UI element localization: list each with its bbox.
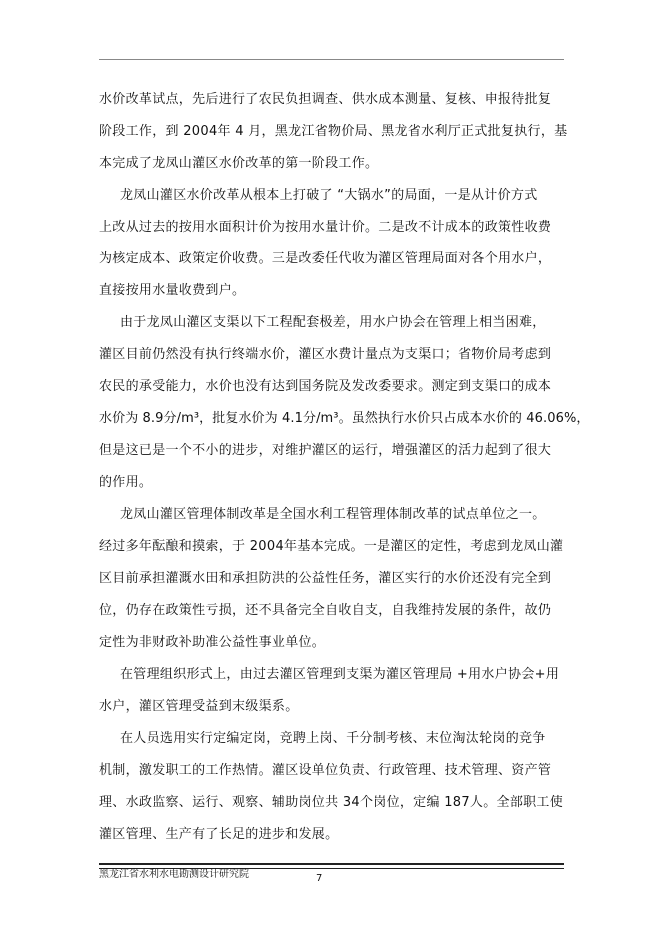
text-line: 上改从过去的按用水面积计价为按用水量计价。二是改不计成本的政策性收费: [99, 220, 552, 235]
text-line: 理、水政监察、运行、观察、辅助岗位共 34个岗位，定编 187人。全部职工使: [99, 795, 564, 810]
text-line: 的作用。: [99, 475, 153, 490]
text-line: 灌区目前仍然没有执行终端水价，灌区水费计量点为支渠口；省物价局考虑到: [99, 347, 552, 362]
text-line: 经过多年酝酿和摸索，于 2004年基本完成。一是灌区的定性，考虑到龙凤山灌: [99, 539, 564, 554]
text-line: 灌区管理、生产有了长足的进步和发展。: [99, 827, 339, 842]
text-line: 阶段工作，到 2004年 4 月，黑龙江省物价局、黑龙省水利厅正式批复执行，基: [99, 124, 568, 139]
text-line: 机制，激发职工的工作热情。灌区设单位负责、行政管理、技术管理、资产管: [99, 763, 552, 778]
text-line: 在管理组织形式上，由过去灌区管理到支渠为灌区管理局 +用水户协会+用: [120, 667, 560, 682]
text-line: 水户，灌区管理受益到末级渠系。: [99, 699, 299, 714]
text-line: 农民的承受能力，水价也没有达到国务院及发改委要求。测定到支渠口的成本: [99, 379, 552, 394]
text-line: 由于龙凤山灌区支渠以下工程配套极差，用水户协会在管理上相当困难，: [120, 315, 546, 330]
text-line: 但是这已是一个不小的进步，对维护灌区的运行，增强灌区的活力起到了很大: [99, 443, 552, 458]
page-number: 7: [316, 873, 323, 884]
text-line: 为核定成本、政策定价收费。三是改委任代收为灌区管理局面对各个用水户，: [99, 251, 552, 266]
text-line: 位，仍存在政策性亏损，还不具备完全自收自支，自我维持发展的条件，故仍: [99, 603, 552, 618]
text-line: 直接按用水量收费到户。: [99, 283, 246, 298]
text-line: 本完成了龙凤山灌区水价改革的第一阶段工作。: [99, 156, 379, 171]
text-line: 区目前承担灌溉水田和承担防洪的公益性任务，灌区实行的水价还没有完全到: [99, 571, 552, 586]
text-line: 在人员选用实行定编定岗，竞聘上岗、千分制考核、末位淘汰轮岗的竞争: [120, 731, 546, 746]
text-line: 定性为非财政补助准公益性事业单位。: [99, 635, 326, 650]
text-line: 水价改革试点，先后进行了农民负担调查、供水成本测量、复核、申报待批复: [99, 92, 552, 107]
header-rule: [99, 59, 564, 60]
text-line: 龙凤山灌区管理体制改革是全国水利工程管理体制改革的试点单位之一。: [120, 507, 546, 522]
footer-organization: 黑龙江省水利水电勘测设计研究院: [99, 869, 249, 880]
footer-rule: [99, 863, 564, 865]
text-line: 水价为 8.9分/m³，批复水价为 4.1分/m³。虽然执行水价只占成本水价的 46.06%，: [99, 411, 590, 426]
text-line: 龙凤山灌区水价改革从根本上打破了 “大锅水”的局面，一是从计价方式: [120, 188, 538, 203]
